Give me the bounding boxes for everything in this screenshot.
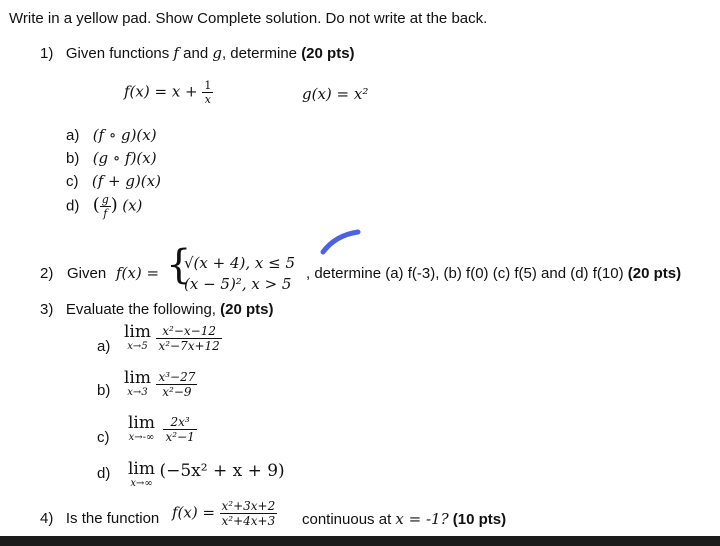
q1-f-var: f — [173, 44, 179, 62]
bottom-bar — [0, 536, 720, 546]
q4-mid: continuous at — [302, 511, 396, 528]
q3-c-num: 2x³ — [163, 416, 196, 430]
q3-d-lim-word: lim — [128, 459, 155, 479]
q1-item-expr: (f ∘ g)(x) — [92, 126, 157, 144]
instructions-text: Write in a yellow pad. Show Complete solution. Do not write at the back. — [9, 10, 488, 27]
q4-tail — [302, 510, 506, 528]
q4-expression — [172, 500, 277, 527]
q4-number: 4) — [40, 510, 54, 527]
q1-item-expr: (f + g)(x) — [91, 172, 161, 190]
q3-b-fraction — [156, 371, 197, 398]
q1-number: 1) — [40, 45, 54, 62]
q1-and: and — [178, 45, 213, 62]
q1-item-label: b) — [66, 150, 80, 167]
pen-mark-icon — [318, 226, 364, 258]
q3-a-den: x²−7x+12 — [158, 338, 220, 353]
q2-lead: Given — [67, 265, 107, 282]
q3-a-limit — [124, 324, 151, 352]
q3-a-fraction — [156, 325, 221, 352]
q4-fraction — [220, 500, 278, 527]
q3-b-den: x²−9 — [162, 384, 192, 399]
q3-c-den: x²−1 — [165, 429, 195, 444]
q3-c-fraction — [163, 416, 196, 443]
q4-den: x²+4x+3 — [221, 514, 276, 528]
q3-item-a-label: a) — [97, 338, 111, 355]
q2-case-2: (x − 5)², x > 5 — [184, 275, 292, 293]
q3-b-lim-word: lim — [124, 368, 151, 388]
q1-f-definition — [124, 80, 213, 105]
q3-heading — [40, 301, 273, 318]
q1-heading — [40, 44, 355, 62]
q1-item-d-num: g — [101, 193, 109, 206]
q3-b-num: x³−27 — [158, 369, 196, 384]
q2-tail — [306, 265, 681, 282]
q2-points: (20 pts) — [627, 265, 682, 282]
q1-item-c — [66, 172, 161, 191]
q1-item-expr: (g ∘ f)(x) — [92, 149, 157, 167]
q1-item-d-tail: (x) — [122, 196, 143, 215]
q2-case-1: √(x + 4), x ≤ 5 — [184, 254, 296, 272]
q1-f-frac-den: x — [204, 93, 212, 106]
q3-d-expression: (−5x² + x + 9) — [159, 461, 285, 481]
q3-b-lim-sub: x→3 — [127, 387, 148, 398]
q3-number: 3) — [40, 301, 54, 318]
q3-c-lim-sub: x→-∞ — [128, 432, 155, 443]
q3-lead: Evaluate the following, — [65, 301, 221, 318]
q2-brace: { — [166, 242, 192, 288]
q3-a-lim-sub: x→5 — [127, 341, 148, 352]
q3-item-d-expr — [128, 461, 285, 489]
q3-b-limit — [124, 370, 151, 398]
q1-item-a — [66, 126, 157, 145]
q3-item-b-label: b) — [97, 382, 111, 399]
q3-item-b-expr — [124, 370, 197, 398]
q1-item-d-fraction — [100, 194, 111, 219]
q4-lhs: f(x) = — [172, 503, 216, 522]
q1-g-var: g — [212, 44, 222, 62]
q3-a-lim-word: lim — [124, 322, 151, 342]
q1-item-d — [66, 194, 142, 219]
q1-item-b — [66, 149, 157, 168]
q4-at: x = -1? — [395, 510, 449, 528]
q1-points: (20 pts) — [301, 45, 355, 62]
q4-heading — [40, 510, 159, 527]
q1-item-d-close-paren: ) — [110, 194, 118, 216]
q3-c-lim-word: lim — [128, 413, 155, 433]
q3-c-limit — [128, 415, 155, 443]
q1-lead: Given functions — [65, 45, 174, 62]
q1-item-label: d) — [66, 197, 80, 215]
q3-item-a-expr — [124, 324, 222, 352]
q3-a-num: x²−x−12 — [156, 325, 221, 339]
q1-f-fraction — [202, 80, 213, 105]
q1-f-frac-num: 1 — [204, 79, 212, 92]
q3-d-lim-sub: x→∞ — [130, 478, 153, 489]
q2-tail-text: , determine (a) f(-3), (b) f(0) (c) f(5) and (d) f(10) — [306, 265, 628, 282]
q3-points: (20 pts) — [220, 301, 274, 318]
q3-item-c-expr — [128, 415, 197, 443]
q2-lhs: f(x) = — [116, 264, 160, 282]
q3-item-c-label: c) — [97, 429, 110, 446]
q1-item-label: c) — [66, 173, 79, 190]
q1-item-d-open-paren: ( — [92, 194, 100, 216]
q4-points: (10 pts) — [452, 511, 507, 528]
q1-item-d-den: f — [103, 207, 108, 220]
q4-lead: Is the function — [65, 510, 160, 527]
q1-g-definition: g(x) = x² — [302, 85, 369, 103]
q3-item-d-label: d) — [97, 465, 111, 482]
q1-item-label: a) — [66, 127, 80, 144]
q1-tail: , determine — [221, 45, 302, 62]
q4-num: x²+3x+2 — [221, 499, 276, 513]
q3-d-limit — [128, 461, 155, 489]
q2-number: 2) — [40, 265, 54, 282]
q1-f-lhs: f(x) = x + — [124, 82, 198, 101]
